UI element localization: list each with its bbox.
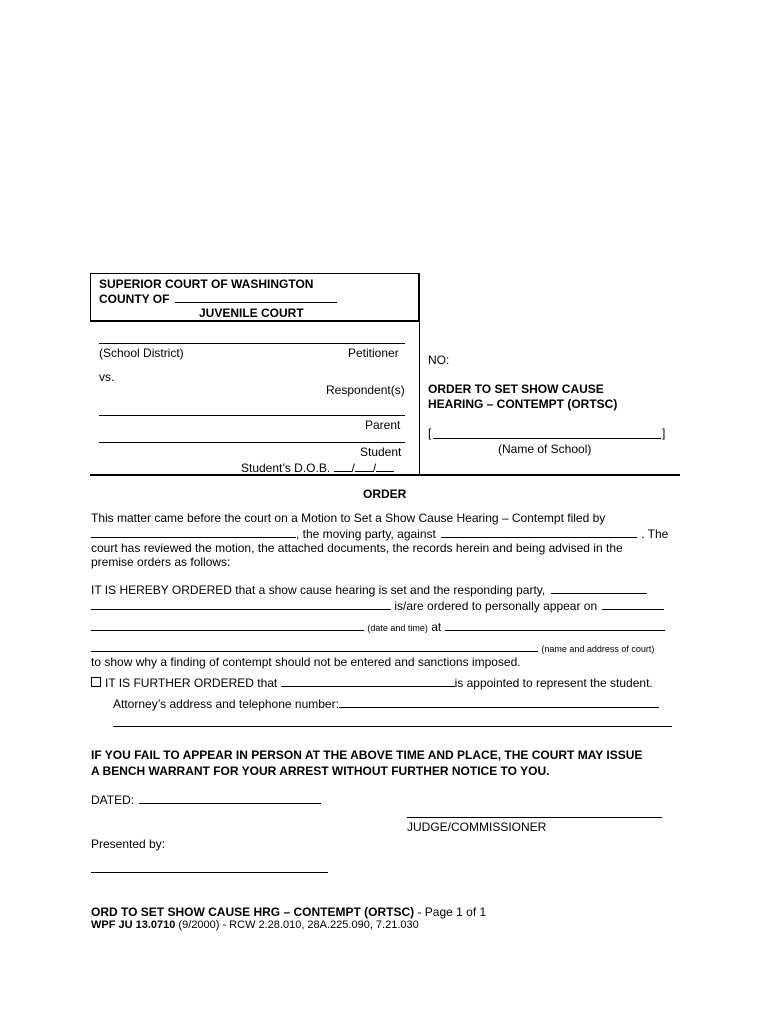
paragraph2-line5: to show why a finding of contempt should not be entered and sanctions imposed.	[91, 655, 521, 669]
caption-bottom-rule	[90, 474, 680, 476]
the-text: . The	[641, 527, 669, 541]
paragraph1-line1: This matter came before the court on a Motion to Set a Show Cause Hearing – Contempt filed by	[91, 511, 606, 525]
judge-label: JUDGE/COMMISSIONER	[407, 820, 547, 834]
footer-line2	[91, 918, 419, 932]
date-time-field[interactable]	[91, 619, 364, 631]
petitioner-label: Petitioner	[348, 346, 399, 360]
judge-signature-field[interactable]	[407, 817, 662, 818]
moving-party-text: , the moving party, against	[296, 527, 436, 541]
school-district-label: (School District)	[99, 346, 184, 360]
student-field[interactable]	[99, 442, 405, 443]
school-name-field[interactable]	[433, 438, 661, 439]
further-ordered-text: IT IS FURTHER ORDERED that	[105, 676, 278, 690]
county-label: COUNTY OF	[99, 292, 170, 306]
date-time-caption: (date and time)	[367, 623, 428, 633]
dob-day-field[interactable]	[355, 460, 373, 472]
warning-line2: A BENCH WARRANT FOR YOUR ARREST WITHOUT FURTHER NOTICE TO YOU.	[91, 764, 550, 778]
name-of-school-label: (Name of School)	[498, 442, 592, 456]
warning-line1: IF YOU FAIL TO APPEAR IN PERSON AT THE ABOVE TIME AND PLACE, THE COURT MAY ISSUE	[91, 748, 643, 762]
presented-by-signature-field[interactable]	[91, 872, 328, 873]
responding-party-field-2[interactable]	[91, 598, 391, 610]
footer-rcw-citation: (9/2000) - RCW 2.28.010, 28A.225.090, 7.21.030	[175, 919, 419, 931]
parent-label: Parent	[365, 418, 401, 432]
dob-month-field[interactable]	[334, 460, 352, 472]
attorney-address-field-2[interactable]	[113, 726, 672, 727]
footer-form-title: ORD TO SET SHOW CAUSE HRG – CONTEMPT (ORTSC)	[91, 905, 415, 919]
attorney-address-label: Attorney’s address and telephone number:	[113, 697, 339, 711]
school-name-bracket-open: [	[428, 426, 432, 440]
attorney-address-line	[113, 696, 659, 711]
document-title-line2: HEARING – CONTEMPT (ORTSC)	[428, 397, 618, 411]
vs-label: vs.	[99, 370, 115, 384]
attorney-address-field[interactable]	[339, 696, 659, 708]
respondents-label: Respondent(s)	[326, 383, 405, 397]
school-name-bracket-close: ]	[662, 426, 666, 440]
moving-party-field[interactable]	[91, 526, 296, 538]
attorney-appointed-checkbox[interactable]	[91, 677, 101, 687]
dob-slash: /	[372, 461, 377, 475]
student-dob-label: Student’s D.O.B.	[241, 461, 331, 475]
caption-divider	[419, 321, 420, 474]
dob-year-field[interactable]	[376, 460, 394, 472]
dated-line	[91, 792, 321, 807]
court-address-field[interactable]	[91, 640, 538, 652]
paragraph1-line3: court has reviewed the motion, the attached documents, the records herein and being advised in the	[91, 541, 623, 555]
paragraph2-line4	[91, 640, 654, 656]
student-label: Student	[360, 445, 402, 459]
appointed-text: is appointed to represent the student.	[454, 676, 653, 690]
county-field[interactable]	[175, 291, 337, 303]
appointed-attorney-field[interactable]	[281, 675, 455, 687]
court-juvenile-line: JUVENILE COURT	[199, 306, 304, 320]
paragraph1-line4: premise orders as follows:	[91, 555, 231, 569]
appear-date-field[interactable]	[602, 598, 664, 610]
paragraph3-line1	[91, 675, 653, 690]
presented-by-label: Presented by:	[91, 837, 166, 851]
footer-form-number: WPF JU 13.0710	[91, 919, 176, 931]
hereby-ordered-text: IT IS HEREBY ORDERED that a show cause hearing is set and the responding party,	[91, 583, 546, 597]
name-address-caption: (name and address of court)	[541, 644, 655, 654]
responding-party-field[interactable]	[551, 582, 647, 594]
order-heading: ORDER	[363, 487, 407, 501]
dated-field[interactable]	[139, 792, 321, 804]
school-district-field[interactable]	[99, 343, 405, 344]
court-county-line	[99, 291, 337, 306]
court-name-line1: SUPERIOR COURT OF WASHINGTON	[99, 277, 314, 291]
parent-field[interactable]	[99, 415, 405, 416]
dob-slash: /	[351, 461, 355, 475]
paragraph2-line1	[91, 582, 647, 597]
footer-page-number: - Page 1 of 1	[414, 905, 487, 919]
paragraph2-line2	[91, 598, 664, 613]
paragraph1-line2	[91, 526, 668, 541]
case-number-label: NO:	[428, 353, 450, 367]
at-text: at	[431, 620, 442, 634]
document-title-line1: ORDER TO SET SHOW CAUSE	[428, 382, 604, 396]
paragraph2-line3	[91, 619, 665, 635]
appear-on-text: is/are ordered to personally appear on	[394, 599, 598, 613]
footer-line1	[91, 905, 486, 919]
dated-label: DATED:	[91, 793, 135, 807]
against-party-field[interactable]	[441, 526, 637, 538]
student-dob-line	[241, 460, 394, 475]
court-location-field[interactable]	[445, 619, 665, 631]
